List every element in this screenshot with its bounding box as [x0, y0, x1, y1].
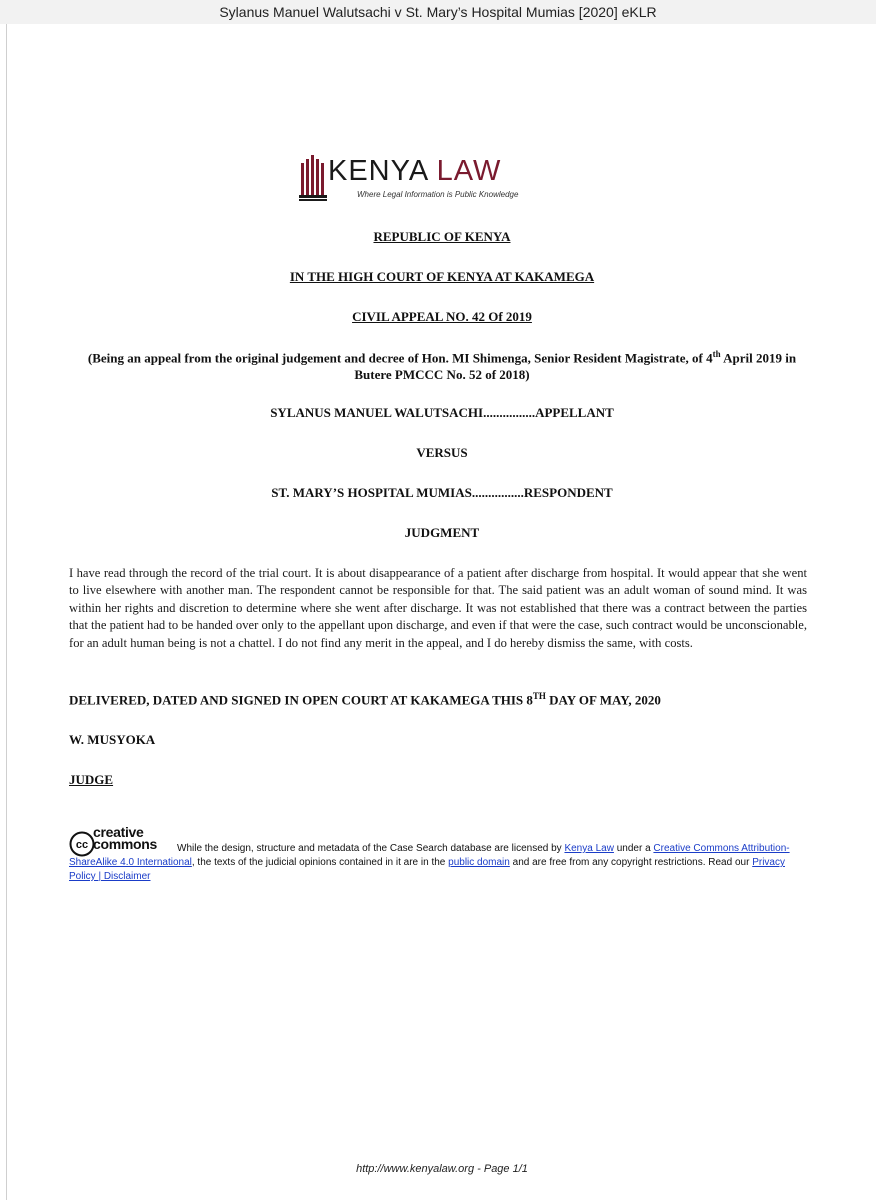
- logo-word-law: LAW: [436, 155, 502, 187]
- cc-logo-line2: commons: [93, 836, 158, 852]
- delivered-text-2: DAY OF MAY, 2020: [545, 692, 661, 708]
- license-text-2: under a: [613, 843, 654, 854]
- logo-word-kenya: KENYA: [328, 155, 428, 187]
- creative-commons-link[interactable]: Creative Commons Attribution-ShareAlike 4.0 International: [69, 843, 790, 868]
- delivered-line: [69, 691, 661, 708]
- license-text-1: While the design, structure and metadata of the Case Search database are licensed by: [177, 843, 565, 854]
- respondent-line: ST. MARY’S HOSPITAL MUMIAS................RESPONDENT: [271, 485, 613, 500]
- appellant-line: SYLANUS MANUEL WALUTSACHI................APPELLANT: [270, 405, 614, 420]
- judge-name: W. MUSYOKA: [69, 732, 156, 747]
- cc-symbol: cc: [75, 839, 89, 851]
- kenya-law-link[interactable]: Kenya Law: [564, 843, 614, 854]
- logo-wordmark: [328, 155, 501, 187]
- versus-line: VERSUS: [416, 445, 468, 460]
- public-domain-link[interactable]: public domain: [448, 857, 510, 868]
- logo-tagline: Where Legal Information is Public Knowledge: [357, 190, 519, 199]
- document-page: [6, 24, 876, 1200]
- appeal-description: [79, 346, 805, 383]
- appeal-text-2: April 2019 in Butere PMCCC No. 52 of 2018): [354, 350, 797, 383]
- delivered-sup: TH: [532, 691, 546, 701]
- privacy-policy-link[interactable]: Privacy Policy | Disclaimer: [69, 857, 785, 882]
- delivered-text-1: DELIVERED, DATED AND SIGNED IN OPEN COURT AT KAKAMEGA THIS 8: [69, 692, 533, 708]
- appeal-sup: th: [712, 349, 721, 359]
- license-text-4: and are free from any copyright restrictions. Read our: [509, 857, 753, 868]
- case-number: CIVIL APPEAL NO. 42 Of 2019: [352, 309, 532, 324]
- judge-title: JUDGE: [69, 772, 114, 787]
- license-text: [69, 842, 807, 884]
- window-title-bar: [0, 0, 876, 24]
- court-heading: IN THE HIGH COURT OF KENYA AT KAKAMEGA: [289, 269, 595, 284]
- appeal-text-1: (Being an appeal from the original judgement and decree of Hon. MI Shimenga, Senior Resident Magistrate, of 4: [87, 350, 713, 366]
- license-notice: [69, 824, 807, 884]
- republic-heading: REPUBLIC OF KENYA: [373, 229, 511, 244]
- judgment-body: I have read through the record of the trial court. It is about disappearance of a patient after discharge from hospital. It would appear that she went to live elsewhere with another man. The respondent cannot be responsible for that. The said patient was an adult woman of sound mind. It was within her rights and discretion to determine where she went after discharge. It was not established that there was a contract between the parties that the patient had to be handed over only to the appellant upon discharge, and even if that were the case, such contract would be unconscionable, for an adult human being is not a chattel. I do not find any merit in the appeal, and I do hereby dismiss the same, with costs.: [69, 566, 807, 650]
- cc-logo-line1: creative: [93, 824, 144, 840]
- page-footer: http://www.kenyalaw.org - Page 1/1: [356, 1163, 528, 1175]
- judgment-title: JUDGMENT: [404, 525, 480, 540]
- pillars-icon: [299, 153, 329, 203]
- creative-commons-logo: [69, 824, 179, 857]
- window-title: Sylanus Manuel Walutsachi v St. Mary’s Hospital Mumias [2020] eKLR: [219, 4, 657, 20]
- kenya-law-logo: [299, 151, 539, 203]
- license-text-3: , the texts of the judicial opinions contained in it are in the: [191, 857, 449, 868]
- cc-icon: [69, 831, 95, 857]
